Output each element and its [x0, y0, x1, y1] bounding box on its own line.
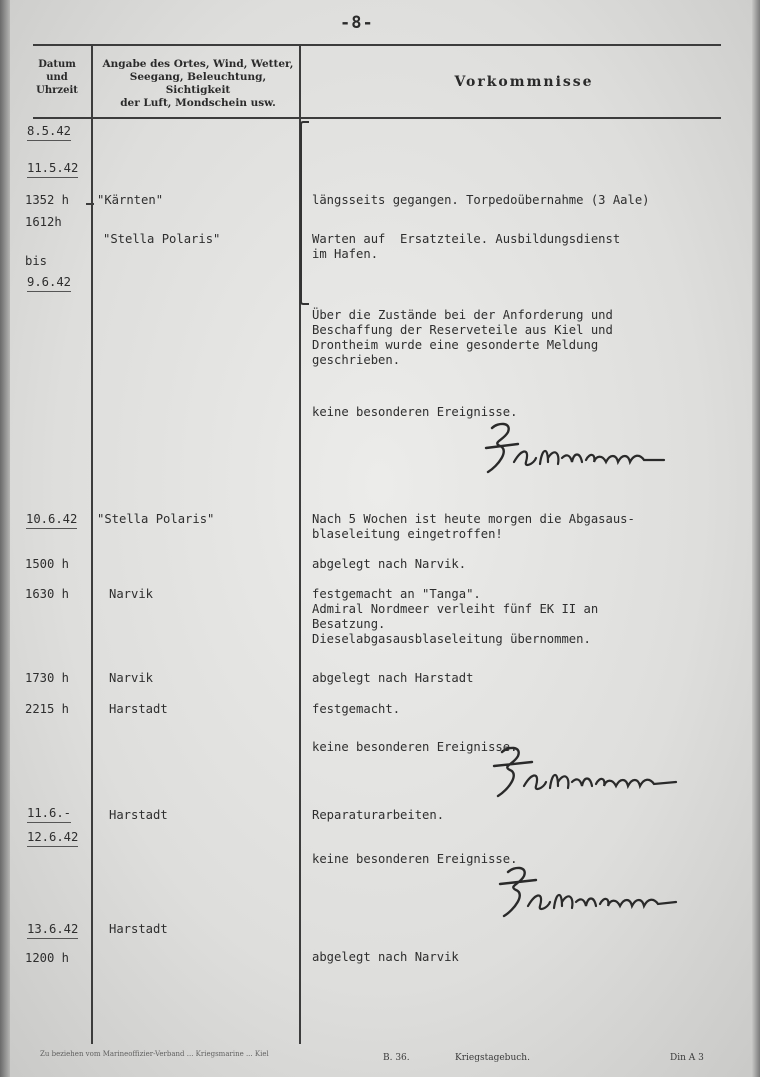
- event-entry: geschrieben.: [312, 353, 401, 367]
- event-entry: abgelegt nach Narvik: [312, 950, 459, 964]
- date-entry: 13.6.42: [27, 922, 78, 939]
- event-entry: festgemacht an "Tanga".: [312, 587, 481, 601]
- header-date-line-1: Datum: [38, 59, 76, 70]
- event-entry: keine besonderen Ereignisse.: [312, 740, 518, 754]
- event-entry: abgelegt nach Narvik.: [312, 557, 467, 571]
- time-entry: 1352 h: [25, 193, 70, 207]
- event-entry: keine besonderen Ereignisse.: [312, 405, 518, 419]
- header-events-column: Vorkommnisse: [454, 74, 594, 90]
- event-entry: festgemacht.: [312, 702, 401, 716]
- event-entry: keine besonderen Ereignisse.: [312, 852, 518, 866]
- time-entry: 1200 h: [25, 951, 70, 965]
- page-number: -8-: [340, 13, 374, 33]
- location-entry: Narvik: [109, 587, 154, 601]
- footer-book-title: Kriegstagebuch.: [455, 1053, 530, 1063]
- scan-edge-left: [0, 0, 10, 1077]
- header-date-line-2: und: [46, 72, 68, 83]
- location-entry: Harstadt: [109, 922, 168, 936]
- dash-mark: [86, 203, 94, 205]
- header-location-line-1: Angabe des Ortes, Wind, Wetter,: [102, 58, 294, 70]
- column-divider-1: [91, 44, 93, 1044]
- footer-paper-size: Din A 3: [670, 1053, 704, 1063]
- scan-edge-right: [752, 0, 760, 1077]
- event-entry: blaseleitung eingetroffen!: [312, 527, 503, 541]
- event-entry: Dieselabgasausblaseleitung übernommen.: [312, 632, 591, 646]
- date-entry: 9.6.42: [27, 275, 71, 292]
- event-entry: Beschaffung der Reserveteile aus Kiel und: [312, 323, 613, 337]
- header-location-line-2: Seegang, Beleuchtung, Sichtigkeit: [129, 71, 267, 96]
- header-date-line-3: Uhrzeit: [36, 85, 78, 96]
- event-entry: Warten auf Ersatzteile. Ausbildungsdienst: [312, 232, 621, 246]
- header-location-column: [96, 58, 300, 110]
- handwritten-signature: [478, 418, 678, 478]
- date-entry: 12.6.42: [27, 830, 78, 847]
- footer-imprint: Zu beziehen vom Marineoffizier-Verband ... Kriegsmarine ... Kiel: [40, 1050, 269, 1058]
- location-entry: Narvik: [109, 671, 154, 685]
- event-entry: längsseits gegangen. Torpedoübernahme (3 Aale): [312, 193, 650, 207]
- date-entry: 11.5.42: [27, 161, 78, 178]
- event-entry: Über die Zustände bei der Anforderung und: [312, 308, 613, 322]
- header-location-line-3: der Luft, Mondschein usw.: [120, 97, 276, 109]
- handwritten-signature: [492, 862, 692, 922]
- time-entry: 1500 h: [25, 557, 70, 571]
- location-entry: Harstadt: [109, 702, 168, 716]
- time-entry: 1630 h: [25, 587, 70, 601]
- event-entry: im Hafen.: [312, 247, 379, 261]
- event-entry: Admiral Nordmeer verleiht fünf EK II an: [312, 602, 599, 616]
- footer-form-number: B. 36.: [383, 1053, 410, 1063]
- header-top-rule: [33, 44, 721, 46]
- event-entry: Reparaturarbeiten.: [312, 808, 445, 822]
- date-entry: 10.6.42: [26, 512, 77, 529]
- date-entry: 8.5.42: [27, 124, 71, 141]
- event-entry: abgelegt nach Harstadt: [312, 671, 474, 685]
- location-entry: "Stella Polaris": [103, 232, 221, 246]
- brace-bracket: [300, 121, 309, 305]
- location-entry: "Stella Polaris": [97, 512, 215, 526]
- location-entry: "Kärnten": [97, 193, 164, 207]
- event-entry: Nach 5 Wochen ist heute morgen die Abgasaus-: [312, 512, 635, 526]
- time-entry: 2215 h: [25, 702, 70, 716]
- header-bottom-rule: [33, 117, 721, 119]
- location-entry: Harstadt: [109, 808, 168, 822]
- date-range-label: bis: [25, 254, 48, 268]
- date-entry: 11.6.-: [27, 806, 71, 823]
- time-entry: 1730 h: [25, 671, 70, 685]
- event-entry: Drontheim wurde eine gesonderte Meldung: [312, 338, 599, 352]
- time-entry: 1612h: [25, 215, 62, 229]
- event-entry: Besatzung.: [312, 617, 386, 631]
- header-date-column: [28, 58, 86, 97]
- handwritten-signature: [488, 742, 688, 802]
- page-footer: [40, 1050, 740, 1066]
